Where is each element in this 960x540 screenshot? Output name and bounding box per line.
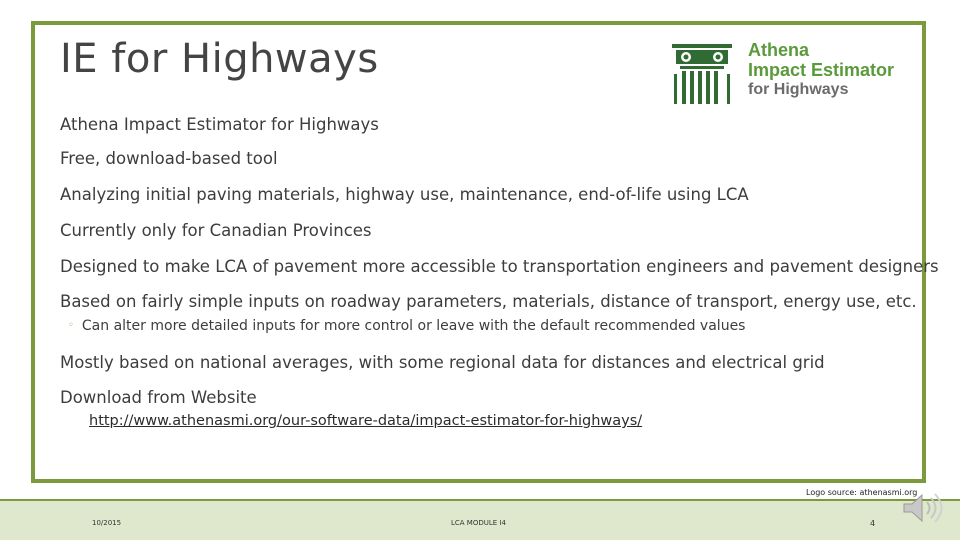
logo-line-1: Athena — [748, 40, 810, 60]
bullet-2: Free, download-based tool — [60, 149, 278, 168]
bullet-6: Based on fairly simple inputs on roadway parameters, materials, distance of transport, energy use, etc. — [60, 292, 917, 311]
download-link[interactable]: http://www.athenasmi.org/our-software-data/impact-estimator-for-highways/ — [89, 413, 643, 429]
greek-column-icon — [666, 40, 738, 110]
footer-date: 10/2015 — [92, 519, 122, 527]
logo-source-caption: Logo source: athenasmi.org — [806, 488, 918, 497]
bullet-8: Download from Website — [60, 388, 257, 407]
bullet-4: Currently only for Canadian Provinces — [60, 221, 372, 240]
athena-logo — [666, 40, 912, 110]
page-number: 4 — [870, 519, 876, 528]
sub-bullet-text: Can alter more detailed inputs for more control or leave with the default recommended values — [81, 318, 746, 334]
bullet-1: Athena Impact Estimator for Highways — [60, 115, 379, 134]
speaker-icon[interactable] — [900, 488, 952, 528]
sub-bullet — [68, 318, 745, 334]
bullet-3: Analyzing initial paving materials, highway use, maintenance, end-of-life using LCA — [60, 185, 749, 204]
logo-line-3: for Highways — [748, 81, 849, 98]
logo-line-2: Impact Estimator — [748, 60, 895, 80]
sub-bullet-marker: ◦ — [68, 320, 74, 331]
bullet-5: Designed to make LCA of pavement more accessible to transportation engineers and pavement designers — [60, 257, 939, 276]
footer-module: LCA MODULE I4 — [451, 519, 506, 527]
bullet-7: Mostly based on national averages, with some regional data for distances and electrical grid — [60, 353, 825, 372]
logo-text — [748, 40, 894, 100]
slide-title: IE for Highways — [60, 36, 379, 82]
